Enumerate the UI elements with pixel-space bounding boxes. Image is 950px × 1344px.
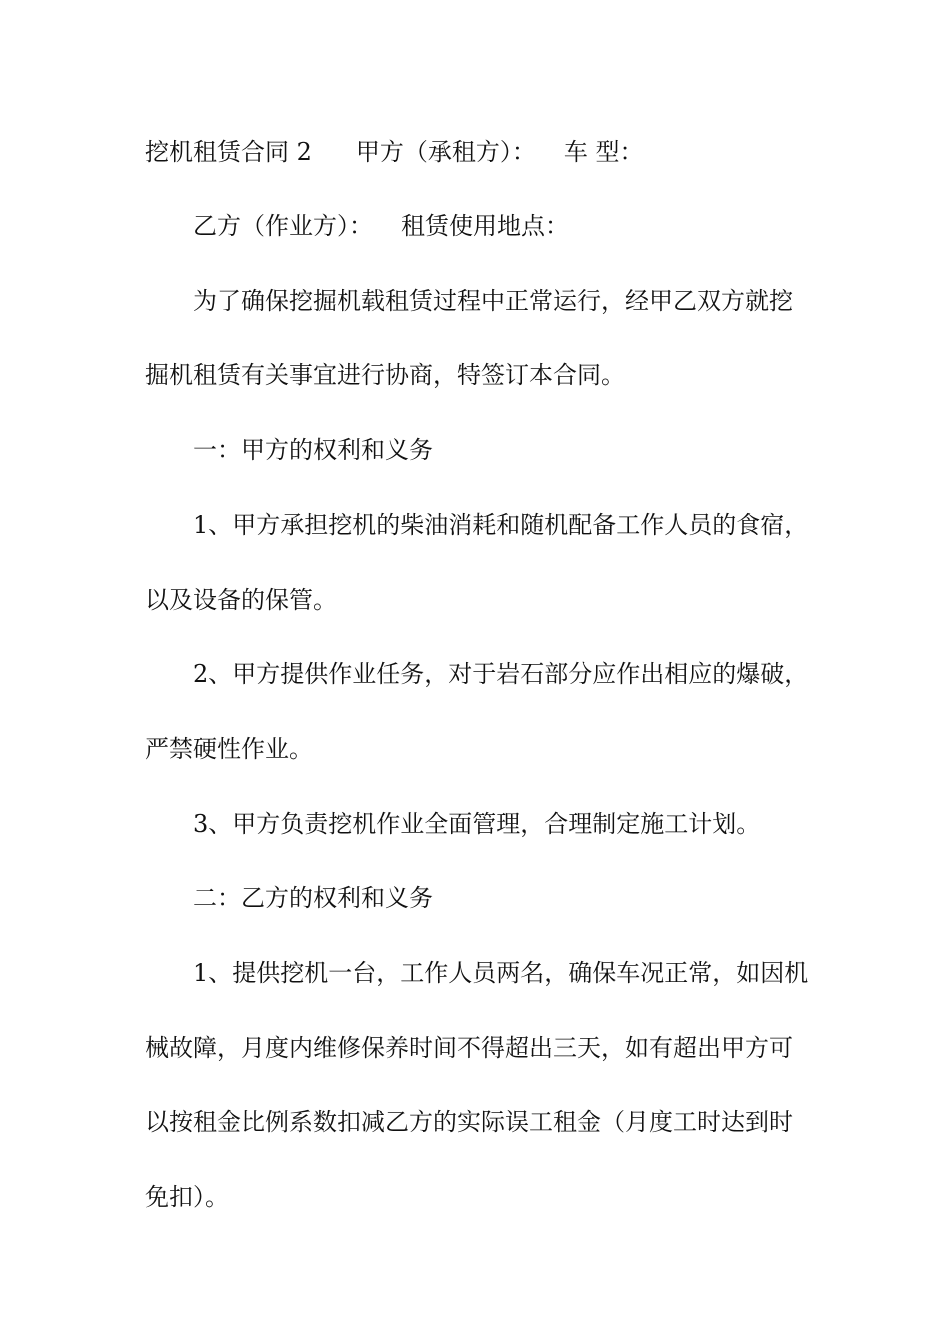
clause-a3: 3、甲方负责挖机作业全面管理，合理制定施工计划。	[193, 810, 761, 838]
clause-a1-line-1: 1、甲方承担挖机的柴油消耗和随机配备工作人员的食宿，	[193, 511, 809, 539]
paragraph-intro-line-2: 掘机租赁有关事宜进行协商，特签订本合同。	[145, 361, 625, 389]
location-label: 租赁使用地点：	[401, 212, 569, 240]
clause-b1-line-3: 以按租金比例系数扣减乙方的实际误工租金（月度工时达到时	[145, 1108, 793, 1136]
clause-b1-line-2: 械故障，月度内维修保养时间不得超出三天，如有超出甲方可	[145, 1034, 793, 1062]
clause-b1-line-1: 1、提供挖机一台，工作人员两名，确保车况正常，如因机	[193, 959, 809, 987]
vehicle-type-label: 车 型：	[563, 138, 644, 166]
party-b-line	[193, 206, 863, 246]
party-a-label: 甲方（承租方）：	[355, 138, 536, 166]
clause-a1-line-2: 以及设备的保管。	[145, 586, 337, 614]
section-heading-party-a: 一：甲方的权利和义务	[193, 436, 433, 464]
section-heading-party-b: 二：乙方的权利和义务	[193, 884, 433, 912]
document-title: 挖机租赁合同 2	[145, 138, 312, 166]
clause-b1-line-4: 免扣）。	[145, 1183, 229, 1211]
paragraph-intro-line-1: 为了确保挖掘机载租赁过程中正常运行，经甲乙双方就挖	[193, 287, 793, 315]
party-b-label: 乙方（作业方）：	[193, 212, 373, 240]
header-line	[145, 132, 815, 172]
clause-a2-line-1: 2、甲方提供作业任务，对于岩石部分应作出相应的爆破，	[193, 660, 809, 688]
clause-a2-line-2: 严禁硬性作业。	[145, 735, 313, 763]
